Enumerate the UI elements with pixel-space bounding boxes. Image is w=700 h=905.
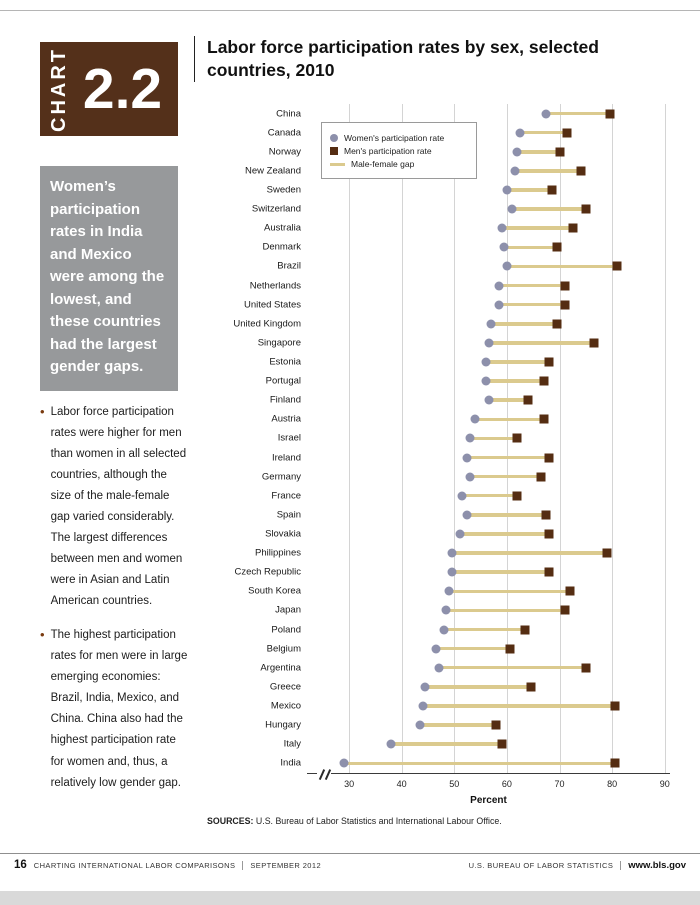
women-marker [484, 338, 493, 347]
chart-row [215, 639, 670, 658]
country-label: Germany [261, 471, 301, 483]
women-marker [471, 415, 480, 424]
chart-row [215, 429, 670, 448]
women-marker [387, 740, 396, 749]
chart-row [215, 677, 670, 696]
country-label: India [280, 757, 301, 769]
women-marker [466, 434, 475, 443]
country-label: Canada [267, 127, 301, 139]
women-marker [508, 205, 517, 214]
page-title: Labor force participation rates by sex, selected countries, 2010 [194, 36, 666, 82]
x-tick-label: 90 [659, 779, 670, 789]
chart-row [215, 276, 670, 295]
women-marker [502, 262, 511, 271]
women-marker [416, 721, 425, 730]
x-tick-label: 70 [554, 779, 565, 789]
gap-line [520, 131, 567, 135]
gap-line [512, 207, 586, 211]
women-marker [495, 281, 504, 290]
x-tick-label: 40 [396, 779, 407, 789]
chart-row [215, 448, 670, 467]
chart-row [215, 410, 670, 429]
row-plot [307, 295, 670, 314]
x-tick-label: 60 [501, 779, 512, 789]
country-label: Hungary [265, 719, 301, 731]
men-marker [589, 338, 598, 347]
footer-date: SEPTEMBER 2012 [250, 860, 322, 870]
x-axis-title: Percent [470, 795, 507, 806]
country-label: Switzerland [251, 203, 301, 215]
row-plot [307, 333, 670, 352]
gap-line [467, 513, 546, 517]
row-plot [307, 716, 670, 735]
country-label: South Korea [248, 585, 301, 597]
footer-left [14, 859, 321, 871]
women-marker [542, 109, 551, 118]
women-marker [481, 357, 490, 366]
country-label: Czech Republic [234, 566, 301, 578]
women-marker [339, 759, 348, 768]
women-marker [463, 453, 472, 462]
gap-line [420, 723, 496, 727]
chart-row [215, 238, 670, 257]
chart-row [215, 391, 670, 410]
men-marker [513, 434, 522, 443]
country-label: Belgium [266, 643, 301, 655]
men-marker [545, 357, 554, 366]
country-label: Argentina [260, 662, 301, 674]
men-marker [545, 568, 554, 577]
gap-line [391, 742, 501, 746]
bullet-list [40, 402, 190, 807]
gap-line [486, 379, 544, 383]
women-marker [510, 166, 519, 175]
legend-row [330, 159, 468, 169]
callout-box: Women’s participation rates in India and Mexico were among the lowest, and these countries had the largest gender gaps. [40, 166, 178, 391]
row-plot [307, 448, 670, 467]
country-label: Netherlands [249, 280, 301, 292]
country-label: Denmark [262, 241, 301, 253]
gap-line [446, 609, 564, 613]
bullet-item [40, 402, 190, 612]
men-marker [610, 701, 619, 710]
men-marker [560, 281, 569, 290]
gap-line [423, 704, 615, 708]
women-marker [502, 185, 511, 194]
country-label: Finland [269, 394, 301, 406]
chart-row [215, 257, 670, 276]
women-marker [445, 587, 454, 596]
men-marker [581, 663, 590, 672]
gap-line [517, 150, 559, 154]
footer-separator [620, 861, 621, 870]
country-label: Ireland [271, 452, 301, 464]
chart-row [215, 314, 670, 333]
men-marker [492, 721, 501, 730]
country-label: Norway [268, 146, 301, 158]
chart-row [215, 696, 670, 715]
gap-line [444, 628, 526, 632]
legend-label: Women's participation rate [344, 133, 445, 143]
men-marker [526, 682, 535, 691]
country-label: Austria [271, 413, 301, 425]
women-marker [516, 128, 525, 137]
row-plot [307, 563, 670, 582]
women-marker [447, 568, 456, 577]
sources-text: U.S. Bureau of Labor Statistics and International Labour Office. [255, 816, 502, 826]
chart-badge-word: CHART [48, 46, 70, 132]
chart-row [215, 295, 670, 314]
gap-line [470, 437, 517, 441]
footer [0, 859, 700, 871]
women-marker [495, 300, 504, 309]
top-rule [0, 10, 700, 11]
footer-publication: CHARTING INTERNATIONAL LABOR COMPARISONS [33, 860, 236, 870]
row-plot [307, 238, 670, 257]
country-label: Poland [271, 624, 301, 636]
men-marker [545, 529, 554, 538]
x-axis-line [307, 773, 670, 774]
chart-row [215, 658, 670, 677]
country-label: Brazil [277, 260, 301, 272]
chart-row [215, 372, 670, 391]
women-marker [481, 377, 490, 386]
bullet-text: Labor force participation rates were higher for men than women in all selected countries, although the size of the male-female gap varied considerably. The largest differences between men and women were in Asian and Latin American countries. [50, 406, 187, 608]
page-number: 16 [14, 859, 27, 871]
country-label: New Zealand [245, 165, 301, 177]
country-label: France [271, 490, 301, 502]
gap-line [507, 265, 617, 269]
gap-line [452, 551, 607, 555]
x-tick-label: 30 [344, 779, 355, 789]
men-marker [523, 396, 532, 405]
bullet-icon: • [40, 627, 45, 643]
country-label: Japan [275, 604, 301, 616]
gap-line [436, 647, 510, 651]
gap-line [515, 169, 581, 173]
country-label: Italy [283, 738, 301, 750]
chart-row [215, 582, 670, 601]
legend-square-icon [330, 147, 338, 155]
men-marker [555, 147, 564, 156]
men-marker [566, 587, 575, 596]
women-marker [434, 663, 443, 672]
row-plot [307, 180, 670, 199]
legend-label: Men's participation rate [344, 146, 432, 156]
page-bottom-edge [0, 891, 700, 905]
row-plot [307, 200, 670, 219]
chart-row [215, 333, 670, 352]
chart-row [215, 352, 670, 371]
legend-circle-icon [330, 134, 338, 142]
women-marker [513, 147, 522, 156]
gap-line [470, 475, 541, 479]
gap-line [467, 456, 549, 460]
row-plot [307, 696, 670, 715]
row-plot [307, 486, 670, 505]
gap-line [499, 303, 565, 307]
footer-rule [0, 853, 700, 854]
chart-row [215, 200, 670, 219]
country-label: Philippines [255, 547, 301, 559]
chart-row [215, 505, 670, 524]
chart-row [215, 754, 670, 773]
row-plot [307, 601, 670, 620]
row-plot [307, 276, 670, 295]
legend-row [330, 133, 468, 143]
country-label: Portugal [265, 375, 301, 387]
men-marker [552, 319, 561, 328]
gap-line [489, 341, 594, 345]
gap-line [449, 590, 570, 594]
row-plot [307, 257, 670, 276]
row-plot [307, 505, 670, 524]
row-plot [307, 410, 670, 429]
men-marker [613, 262, 622, 271]
women-marker [487, 319, 496, 328]
men-marker [552, 243, 561, 252]
sources-note [207, 816, 502, 826]
row-plot [307, 429, 670, 448]
men-marker [576, 166, 585, 175]
chart-row [215, 104, 670, 123]
row-plot [307, 544, 670, 563]
row-plot [307, 104, 670, 123]
women-marker [442, 606, 451, 615]
chart-row [215, 601, 670, 620]
men-marker [547, 185, 556, 194]
x-axis-ticks [307, 779, 670, 791]
gap-line [486, 360, 549, 364]
men-marker [539, 377, 548, 386]
country-label: Estonia [269, 356, 301, 368]
gap-line [452, 570, 549, 574]
chart-badge-number: 2.2 [82, 56, 163, 121]
men-marker [602, 549, 611, 558]
chart-row [215, 716, 670, 735]
country-label: United Kingdom [233, 318, 301, 330]
footer-separator [242, 861, 243, 870]
men-marker [539, 415, 548, 424]
men-marker [542, 510, 551, 519]
chart-badge [40, 42, 178, 136]
men-marker [605, 109, 614, 118]
men-marker [521, 625, 530, 634]
row-plot [307, 219, 670, 238]
gap-line [344, 762, 615, 766]
women-marker [447, 549, 456, 558]
chart-row [215, 563, 670, 582]
gap-line [546, 112, 609, 116]
country-label: Mexico [270, 700, 301, 712]
men-marker [563, 128, 572, 137]
row-plot [307, 467, 670, 486]
row-plot [307, 620, 670, 639]
country-label: China [276, 108, 301, 120]
gap-line [475, 418, 543, 422]
row-plot [307, 352, 670, 371]
men-marker [545, 453, 554, 462]
men-marker [513, 491, 522, 500]
country-label: Sweden [266, 184, 301, 196]
row-plot [307, 372, 670, 391]
women-marker [463, 510, 472, 519]
chart-row [215, 735, 670, 754]
row-plot [307, 754, 670, 773]
gap-line [504, 246, 557, 250]
gap-line [462, 494, 517, 498]
men-marker [560, 606, 569, 615]
men-marker [560, 300, 569, 309]
country-label: United States [243, 299, 301, 311]
gap-line [460, 532, 549, 536]
gap-line [425, 685, 530, 689]
men-marker [581, 205, 590, 214]
row-plot [307, 639, 670, 658]
chart-row [215, 486, 670, 505]
chart-rows [215, 104, 670, 773]
gap-line [491, 322, 557, 326]
men-marker [537, 472, 546, 481]
gap-line [499, 284, 565, 288]
men-marker [497, 740, 506, 749]
gap-line [502, 226, 573, 230]
women-marker [500, 243, 509, 252]
chart-row [215, 180, 670, 199]
country-label: Israel [277, 432, 301, 444]
women-marker [484, 396, 493, 405]
chart-row [215, 467, 670, 486]
footer-agency: U.S. BUREAU OF LABOR STATISTICS [468, 860, 614, 870]
gap-line [507, 188, 552, 192]
gap-line [489, 398, 528, 402]
country-label: Slovakia [265, 528, 301, 540]
country-label: Greece [269, 681, 301, 693]
row-plot [307, 391, 670, 410]
chart-legend [321, 122, 477, 179]
chart-row [215, 544, 670, 563]
row-plot [307, 735, 670, 754]
chart-row [215, 219, 670, 238]
legend-label: Male-female gap [351, 159, 415, 169]
women-marker [431, 644, 440, 653]
x-tick-label: 50 [449, 779, 460, 789]
legend-line-icon [330, 163, 345, 166]
bullet-text: The highest participation rates for men were in large emerging economies: Brazil, India, Mexico, and China. China also had the highest participation rate for women and, thus, a relatively low gender gap. [50, 629, 188, 789]
x-tick-label: 80 [607, 779, 618, 789]
women-marker [418, 701, 427, 710]
women-marker [455, 529, 464, 538]
row-plot [307, 677, 670, 696]
bullet-icon: • [40, 404, 45, 419]
row-plot [307, 314, 670, 333]
chart [215, 104, 670, 804]
men-marker [568, 224, 577, 233]
women-marker [421, 682, 430, 691]
gap-line [439, 666, 586, 670]
country-label: Singapore [257, 337, 301, 349]
men-marker [610, 759, 619, 768]
country-label: Spain [276, 509, 301, 521]
country-label: Australia [264, 222, 301, 234]
women-marker [466, 472, 475, 481]
sources-label: SOURCES: [207, 816, 254, 826]
women-marker [497, 224, 506, 233]
row-plot [307, 582, 670, 601]
row-plot [307, 658, 670, 677]
footer-right [469, 860, 686, 871]
legend-row [330, 146, 468, 156]
women-marker [458, 491, 467, 500]
men-marker [505, 644, 514, 653]
chart-row [215, 620, 670, 639]
women-marker [439, 625, 448, 634]
footer-url-link[interactable]: www.bls.gov [628, 859, 686, 871]
chart-row [215, 524, 670, 543]
bullet-item [40, 625, 190, 793]
row-plot [307, 524, 670, 543]
